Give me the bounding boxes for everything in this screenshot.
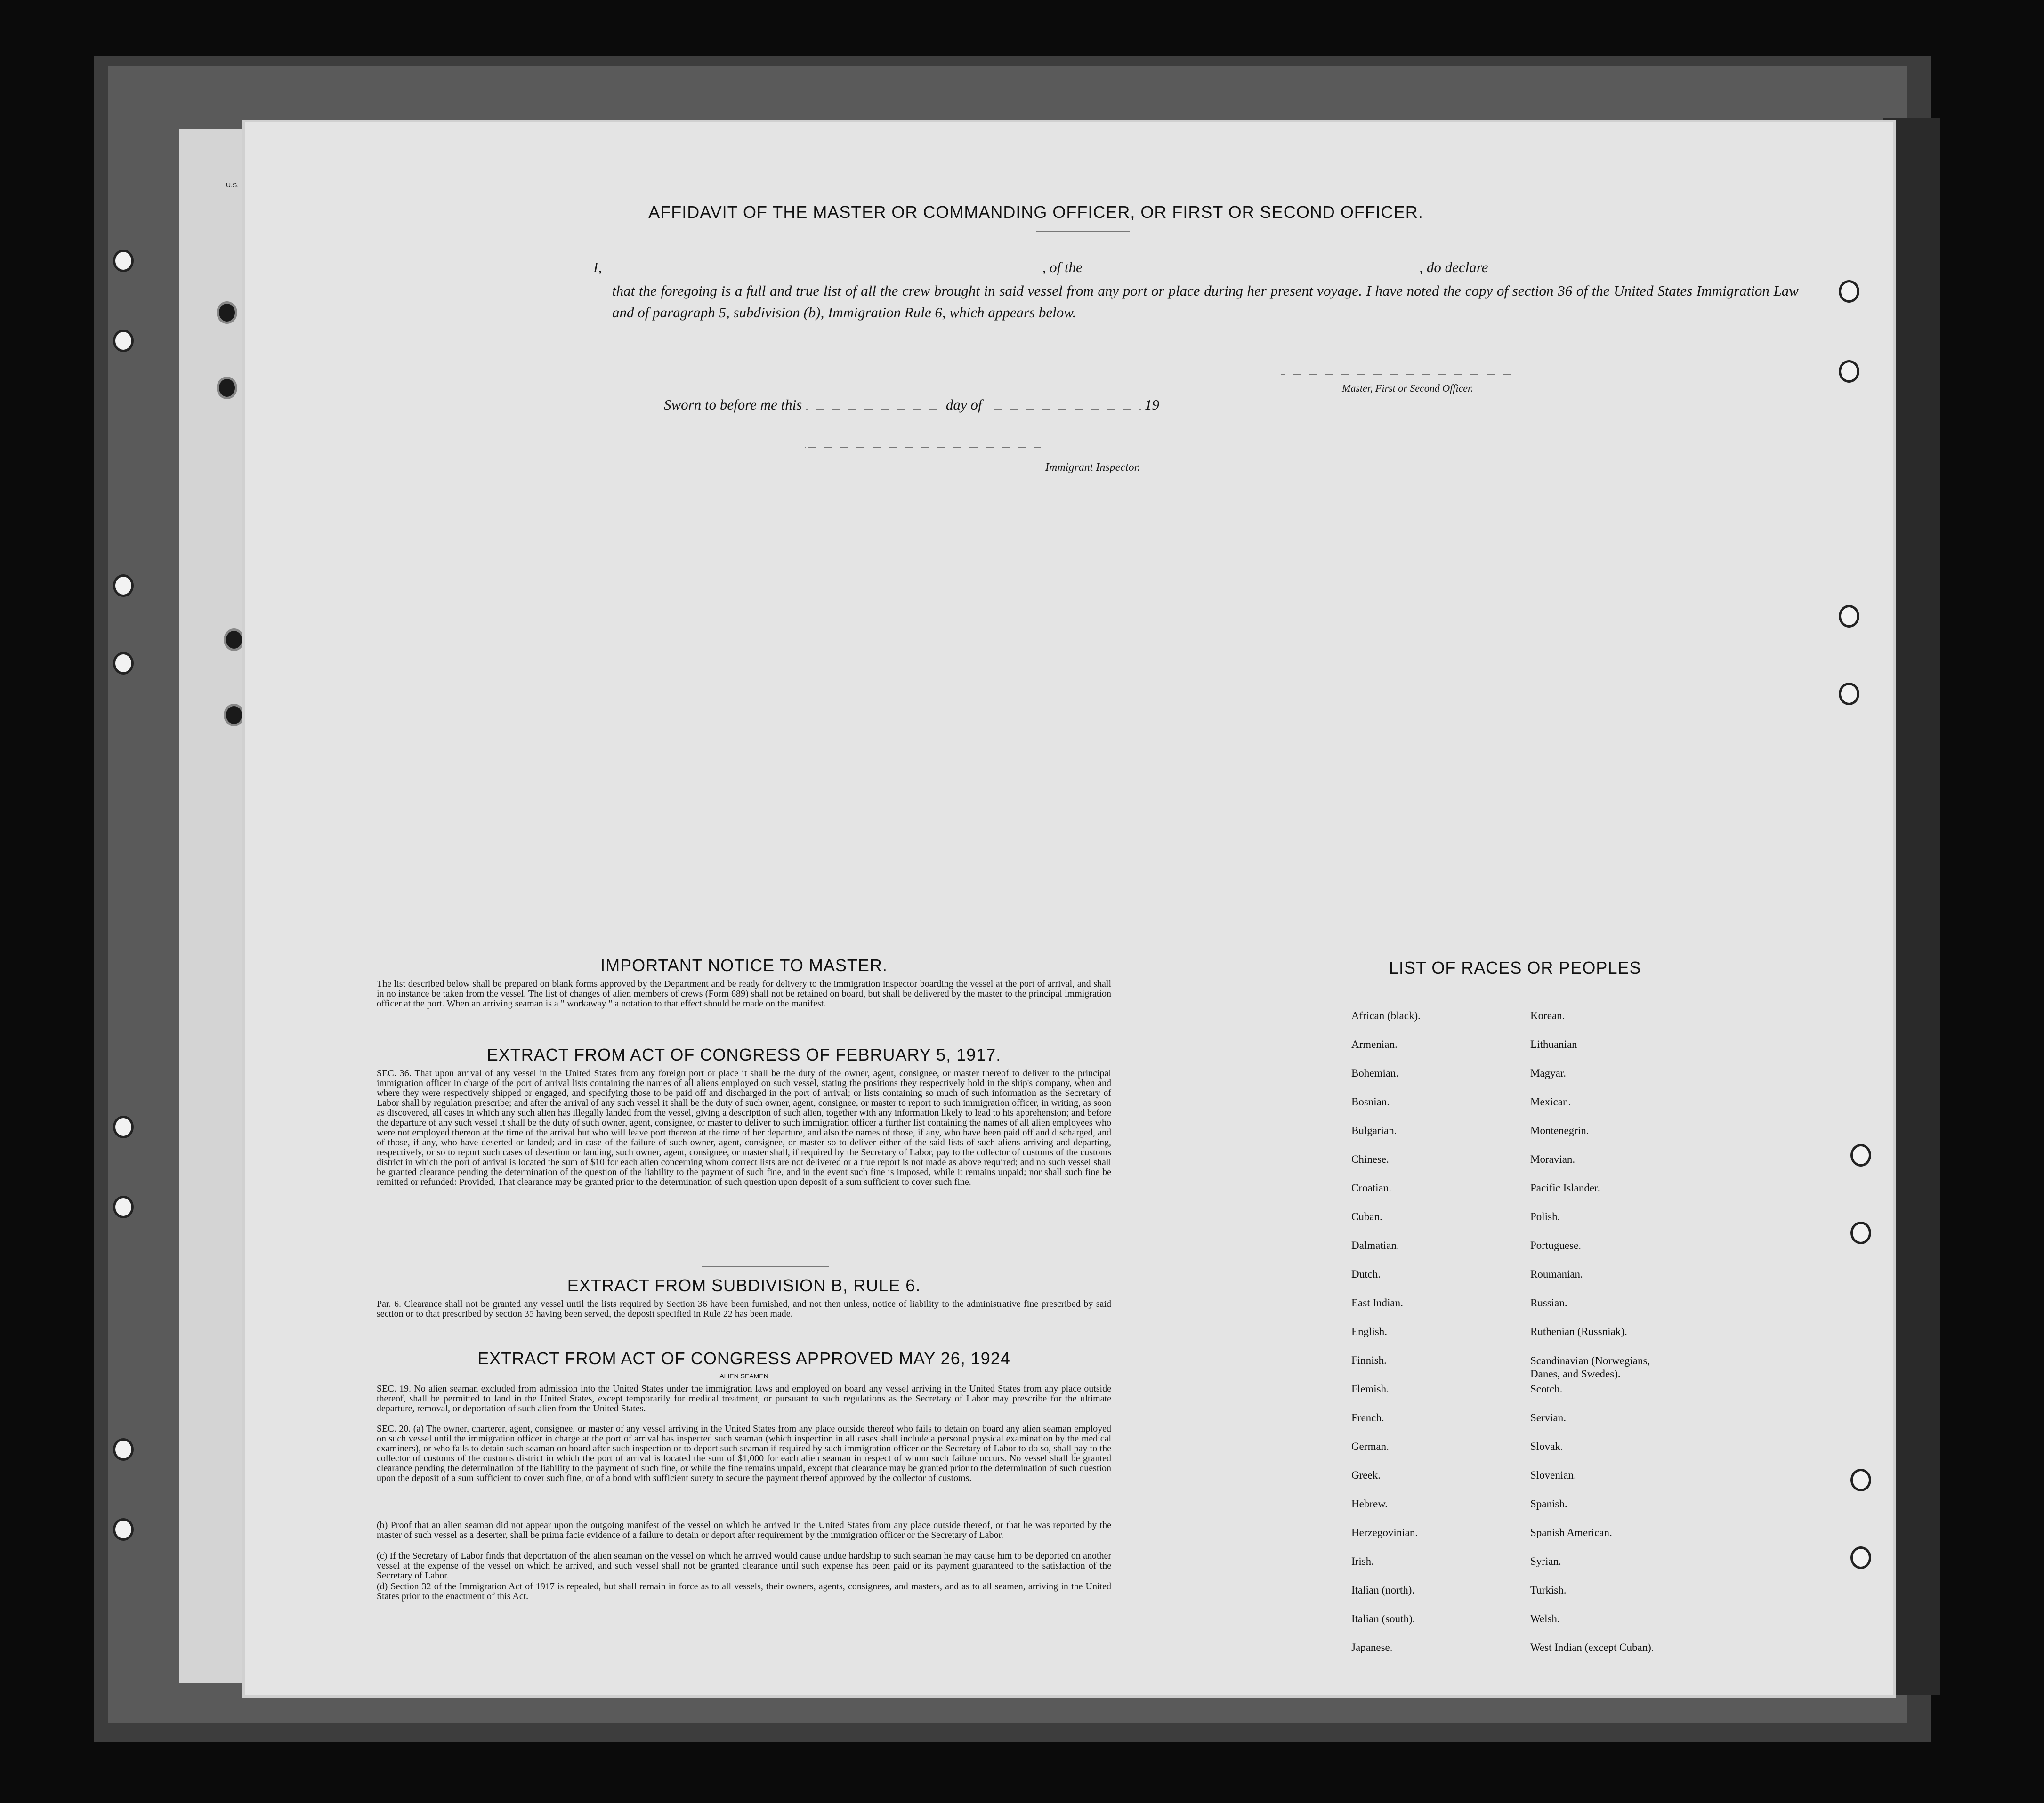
race-item: Bohemian.: [1351, 1067, 1399, 1079]
extract-1924-sec20a: SEC. 20. (a) The owner, charterer, agent, consignee, or master of any vessel arriving in the United States from any place outside thereof who fails to detain on board any alien seaman employed on such vessel until the immigration officer in charge at the port of arrival has inspected such seaman (which inspection in all cases shall include a personal physical examination by the medical examiners), or who fails to detain such seaman on board after such inspection or to deport such seaman if required by such immigration officer or the Secretary of Labor to do so, shall pay to the collector of customs of the customs district in which the port of arrival is located the sum of $1,000 for each alien seaman in respect of whom such failure occurs. No vessel shall be granted clearance pending the determination of the liability to the payment of such fine, or while the fine remains unpaid, except that clearance may be granted prior to the determination of such question upon the deposit of a sum sufficient to cover such fine, or of a bond with sufficient surety to secure the payment thereof approved by the collector of customs.: [377, 1424, 1111, 1483]
binder-hole: [113, 1116, 134, 1138]
signature-label: Master, First or Second Officer.: [1342, 382, 1473, 394]
divider: [702, 1266, 829, 1267]
binder-hole: [224, 628, 244, 651]
race-item: Polish.: [1530, 1211, 1560, 1223]
extract-1924-sec20d: (d) Section 32 of the Immigration Act of 1917 is repealed, but shall remain in force as to all vessels, their owners, agents, consignees, and masters, and as to all seamen, arriving in the United States prior to the enactment of this Act.: [377, 1581, 1111, 1602]
race-item: Dalmatian.: [1351, 1240, 1399, 1251]
binder-hole: [224, 704, 244, 726]
notice-title: IMPORTANT NOTICE TO MASTER.: [600, 956, 888, 975]
race-item: Servian.: [1530, 1412, 1567, 1424]
inspector-line: [805, 447, 1041, 448]
corner-label: U.S.: [226, 181, 239, 189]
race-item: Armenian.: [1351, 1038, 1398, 1050]
race-item: East Indian.: [1351, 1297, 1403, 1309]
race-item: Roumanian.: [1530, 1268, 1583, 1280]
race-item: Spanish American.: [1530, 1527, 1612, 1538]
race-item: Lithuanian: [1530, 1038, 1577, 1050]
binder-hole: [113, 1518, 134, 1541]
races-title: LIST OF RACES OR PEOPLES: [1389, 958, 1641, 977]
binder-hole: [1839, 683, 1859, 705]
race-item: Bulgarian.: [1351, 1125, 1397, 1136]
race-item: West Indian (except Cuban).: [1530, 1642, 1654, 1653]
race-item: Slovenian.: [1530, 1469, 1576, 1481]
race-item: Magyar.: [1530, 1067, 1567, 1079]
race-item: Russian.: [1530, 1297, 1567, 1309]
day-of-text: day of: [945, 396, 982, 413]
race-item: Turkish.: [1530, 1584, 1567, 1596]
rule6-body: Par. 6. Clearance shall not be granted any vessel until the lists required by Section 36 have been furnished, and not then unless, notice of liability to the administrative fine prescribed by said section or to that prescribed by section 35 having been served, the deposit specified in Rule 22 has been made.: [377, 1299, 1111, 1319]
race-item: Chinese.: [1351, 1153, 1389, 1165]
binder-hole: [1850, 1546, 1871, 1569]
race-item: Italian (north).: [1351, 1584, 1415, 1596]
binder-hole: [113, 250, 134, 272]
affidavit-body: that the foregoing is a full and true list of all the crew brought in said vessel from any port or place during her present voyage. I have noted the copy of section 36 of the United States Immigration Law and of paragraph 5, subdivision (b), Immigration Rule 6, which appears below.: [612, 282, 1799, 321]
race-item: Ruthenian (Russniak).: [1530, 1326, 1627, 1337]
affidavit-title: AFFIDAVIT OF THE MASTER OR COMMANDING OFFICER, OR FIRST OR SECOND OFFICER.: [648, 202, 1423, 222]
extract-1924-title: EXTRACT FROM ACT OF CONGRESS APPROVED MAY 26, 1924: [477, 1349, 1010, 1368]
race-item: French.: [1351, 1412, 1384, 1424]
extract-1924-sec20c: (c) If the Secretary of Labor finds that deportation of the alien seaman on the vessel on which he arrived would cause undue hardship to such seaman he may cause him to be deported on another vessel at the expense of the vessel on which he arrived, and such vessel shall not be granted clearance until such expense has been paid or its payment guaranteed to the satisfaction of the Secretary of Labor.: [377, 1551, 1111, 1581]
binder-hole: [1850, 1144, 1871, 1167]
race-item: Slovak.: [1530, 1441, 1563, 1452]
affidavit-declare: , do declare: [1419, 259, 1488, 275]
month-blank: [986, 409, 1141, 410]
binder-hole: [113, 330, 134, 352]
race-item: Croatian.: [1351, 1182, 1391, 1194]
sworn-line: [664, 396, 1159, 413]
notice-body: The list described below shall be prepared on blank forms approved by the Department and be ready for delivery to the immigration inspector boarding the vessel at the port of arrival, and shall in no instance be taken from the vessel. The list of changes of alien members of crews (Form 689) shall not be retained on board, but shall be delivered by the master to the principal immigration officer at the port. When an arriving seaman is a " workaway " a notation to that effect should be made on the manifest.: [377, 979, 1111, 1009]
race-item: Finnish.: [1351, 1354, 1387, 1366]
divider: [1036, 231, 1130, 232]
inspector-label: Immigrant Inspector.: [1045, 461, 1140, 474]
race-item: Spanish.: [1530, 1498, 1567, 1510]
race-item: Herzegovinian.: [1351, 1527, 1418, 1538]
affidavit-first-line: [593, 259, 1794, 276]
binder-hole: [113, 574, 134, 597]
extract-1924-sec19: SEC. 19. No alien seaman excluded from admission into the United States under the immigration laws and employed on board any vessel arriving in the United States from any place outside thereof, shall be permitted to land in the United States, except temporarily for medical treatment, or pursuant to such regulations as the Secretary of Labor may prescribe for the ultimate departure, removal, or deportation of such alien from the United States.: [377, 1384, 1111, 1414]
race-item: Irish.: [1351, 1555, 1374, 1567]
binder-hole: [217, 377, 237, 399]
race-item: Flemish.: [1351, 1383, 1389, 1395]
race-item: Syrian.: [1530, 1555, 1561, 1567]
binder-hole: [1839, 605, 1859, 628]
extract-1917-title: EXTRACT FROM ACT OF CONGRESS OF FEBRUARY 5, 1917.: [486, 1045, 1002, 1064]
affidavit-page: [226, 122, 1893, 1695]
race-item: Cuban.: [1351, 1211, 1382, 1223]
binder-hole: [1839, 280, 1859, 303]
rule6-title: EXTRACT FROM SUBDIVISION B, RULE 6.: [567, 1276, 921, 1295]
race-item: Korean.: [1530, 1010, 1565, 1022]
race-item: English.: [1351, 1326, 1388, 1337]
signature-line: [1281, 374, 1516, 375]
race-item: Hebrew.: [1351, 1498, 1388, 1510]
race-item: German.: [1351, 1441, 1389, 1452]
binder-hole: [113, 1438, 134, 1461]
affidavit-i: I,: [593, 259, 602, 275]
race-item: Japanese.: [1351, 1642, 1393, 1653]
binder-hole: [217, 301, 237, 324]
race-item: African (black).: [1351, 1010, 1421, 1022]
binder-hole: [1850, 1222, 1871, 1244]
day-blank: [806, 409, 942, 410]
race-item: Bosnian.: [1351, 1096, 1390, 1108]
race-item: Dutch.: [1351, 1268, 1381, 1280]
binder-hole: [113, 1196, 134, 1218]
race-item: Greek.: [1351, 1469, 1381, 1481]
binder-hole: [1839, 360, 1859, 383]
race-item: Scandinavian (Norwegians, Danes, and Swedes).: [1530, 1355, 1650, 1380]
extract-1924-subtitle: ALIEN SEAMEN: [719, 1372, 768, 1380]
race-item: Pacific Islander.: [1530, 1182, 1600, 1194]
sworn-text: Sworn to before me this: [664, 396, 802, 413]
race-item: Scotch.: [1530, 1383, 1563, 1395]
race-item: Mexican.: [1530, 1096, 1571, 1108]
affidavit-of-the: , of the: [1042, 259, 1083, 275]
extract-1917-body: SEC. 36. That upon arrival of any vessel in the United States from any foreign port or place it shall be the duty of the owner, agent, consignee, or master thereof to deliver to the principal immigration officer in charge of the port of arrival lists containing the names of all aliens employed on such vessel, stating the positions they respectively hold in the ship's company, when and where they were respectively shipped or engaged, and specifying those to be paid off and discharged in the port of arrival; or lists containing so much of such information as the Secretary of Labor shall by regulation prescribe; and after the arrival of any such vessel it shall be the duty of such owner, agent, consignee, or master to report to such immigration officer, in writing, as soon as discovered, all cases in which any such alien has illegally landed from the vessel, giving a description of such alien, together with any information likely to lead to his apprehension; and before the departure of any such vessel it shall be the duty of such owner, agent, consignee, or master to deliver to such immigration officer a further list containing the names of all alien employees who were not employed thereon at the time of the arrival but who will leave port thereon at the time of her departure, and also the names of those, if any, who have been paid off and discharged, and of those, if any, who have deserted or landed; and in case of the failure of such owner, agent, consignee, or master so to deliver either of the said lists of such aliens arriving and departing, respectively, or so to report such cases of desertion or landing, such owner, agent, consignee, or master shall, if required by the Secretary of Labor, pay to the collector of customs of the customs district in which the port of arrival is located the sum of $10 for each alien concerning whom correct lists are not delivered or a true report is not made as above required; and no such vessel shall be granted clearance pending the determination of the question of the liability to the payment of such fine, and in the event such fine is imposed, while it remains unpaid; nor shall such fine be remitted or refunded: Provided, That clearance may be granted prior to the determination of such question upon deposit of a sum sufficient to cover such fine.: [377, 1068, 1111, 1187]
race-item: Welsh.: [1530, 1613, 1560, 1625]
binder-hole: [113, 652, 134, 675]
race-item: Moravian.: [1530, 1153, 1575, 1165]
extract-1924-sec20b: (b) Proof that an alien seaman did not appear upon the outgoing manifest of the vessel on which he arrived in the United States from any place outside thereof, or that he was reported by the master of such vessel as a deserter, shall be prima facie evidence of a failure to detain or deport after requirement by the immigration officer or the Secretary of Labor.: [377, 1520, 1111, 1540]
year-prefix: 19: [1144, 396, 1159, 413]
race-item: Italian (south).: [1351, 1613, 1415, 1625]
binder-hole: [1850, 1469, 1871, 1491]
race-item: Portuguese.: [1530, 1240, 1581, 1251]
race-item: Montenegrin.: [1530, 1125, 1589, 1136]
